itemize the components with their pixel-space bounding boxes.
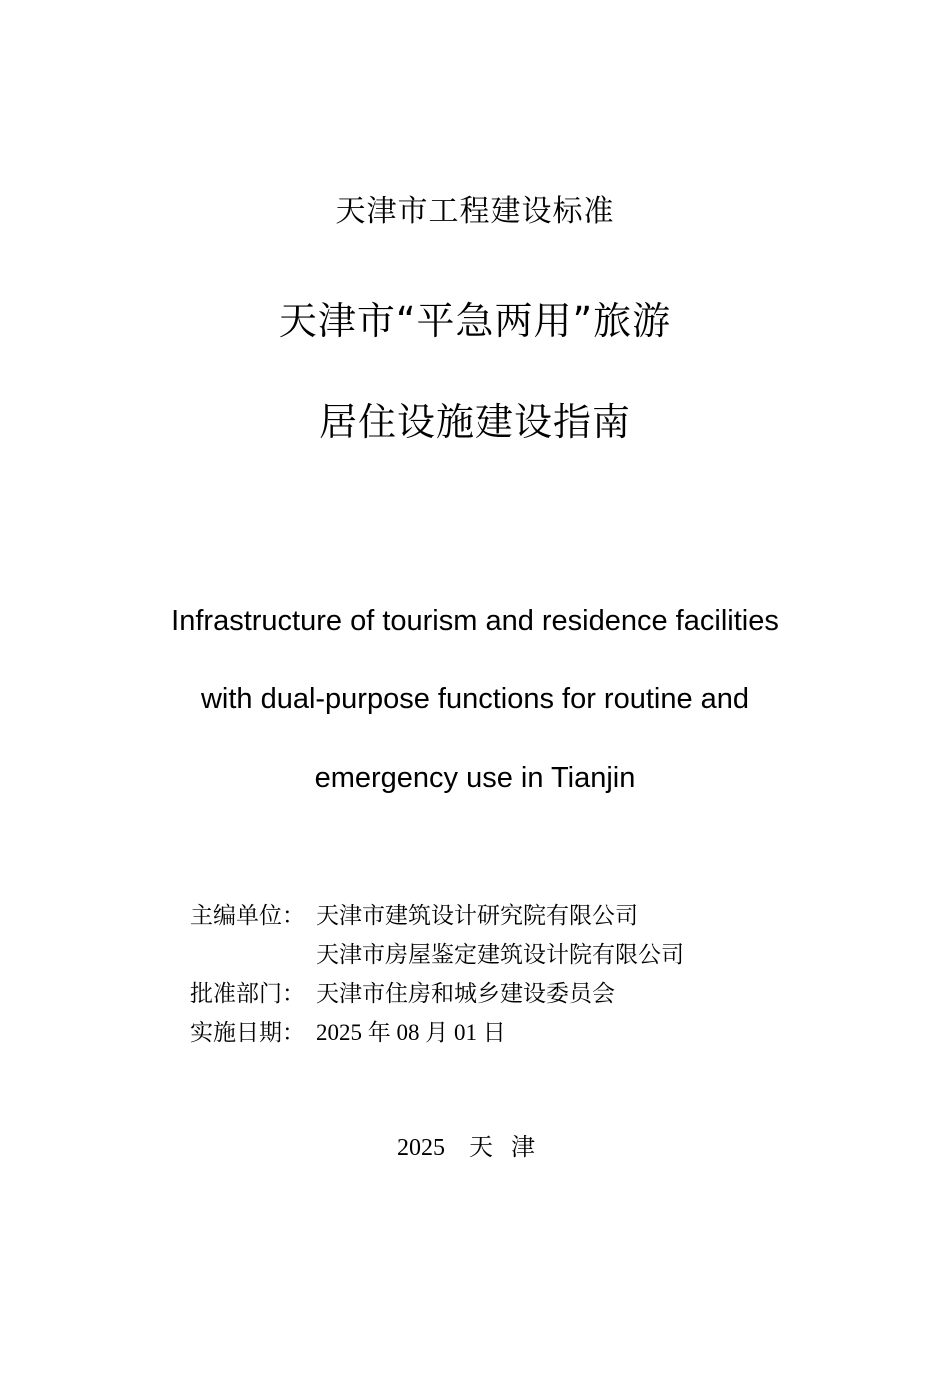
editor-row xyxy=(190,896,684,935)
editor-label-spacer xyxy=(190,935,316,974)
editor-unit-1: 天津市建筑设计研究院有限公司 xyxy=(316,903,638,928)
implementation-date: 2025 年 08 月 01 日 xyxy=(316,1020,506,1045)
standard-series-heading: 天津市工程建设标准 xyxy=(335,194,615,229)
publication-info-block xyxy=(190,896,684,1052)
document-title-line-1: 天津市“平急两用”旅游 xyxy=(278,299,672,343)
date-label: 实施日期： xyxy=(190,1020,305,1045)
document-title-line-2: 居住设施建设指南 xyxy=(318,400,631,444)
english-title-line-3: emergency use in Tianjin xyxy=(314,762,636,794)
footer-year: 2025 xyxy=(397,1135,445,1161)
footer-city: 天津 xyxy=(469,1135,553,1161)
english-title-line-1: Infrastructure of tourism and residence facilities xyxy=(171,605,779,637)
english-title-line-2: with dual-purpose functions for routine and xyxy=(200,683,750,715)
approver-label: 批准部门： xyxy=(190,981,305,1006)
date-row xyxy=(190,1013,684,1052)
editor-unit-2: 天津市房屋鉴定建筑设计院有限公司 xyxy=(316,942,684,967)
approver-row xyxy=(190,974,684,1013)
editor-label: 主编单位： xyxy=(190,903,305,928)
footer xyxy=(0,1130,950,1166)
editor-row-2 xyxy=(190,935,684,974)
approver-value: 天津市住房和城乡建设委员会 xyxy=(316,981,615,1006)
